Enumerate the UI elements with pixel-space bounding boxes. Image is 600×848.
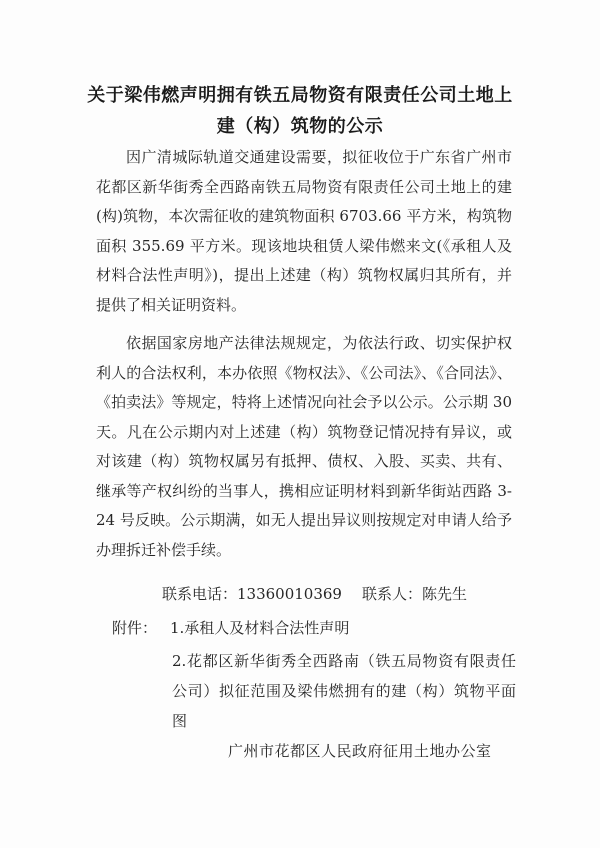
attachment-line-1 bbox=[112, 618, 349, 638]
contact-person: 联系人：陈先生 bbox=[361, 585, 467, 603]
title-line-1: 关于梁伟燃声明拥有铁五局物资有限责任公司土地上 bbox=[87, 85, 513, 106]
contact-phone: 联系电话：13360010369 bbox=[162, 585, 342, 603]
contact-line bbox=[162, 584, 467, 604]
paragraph-1: 因广清城际轨道交通建设需要，拟征收位于广东省广州市花都区新华街秀全西路南铁五局物资有限责任公司土地上的建(构)筑物，本次需征收的建筑物面积 6703.66 平方米，构筑物面积 355.69 平方米。现该地块租赁人梁伟燃来文(《承租人及材料合法性声明》)，提出上述建（构）筑物权属归其所有，并提供了相关证明资料。 bbox=[96, 148, 512, 314]
attachment-label: 附件： bbox=[112, 619, 158, 637]
title-line-2: 建（构）筑物的公示 bbox=[216, 116, 384, 137]
document-title bbox=[60, 80, 540, 142]
attachment-item-2: 2.花都区新华街秀全西路南（铁五局物资有限责任公司）拟征范围及梁伟燃拥有的建（构）筑物平面图 bbox=[172, 652, 516, 730]
paragraph-2: 依据国家房地产法律法规规定，为依法行政、切实保护权利人的合法权利，本办依照《物权法》、《公司法》、《合同法》、《拍卖法》等规定，特将上述情况向社会予以公示。公示期 30 天。凡在公示期内对上述建（构）筑物登记情况持有异议，或对该建（构）筑物权属另有抵押、债权、入股、买卖、共有、继承等产权纠纷的当事人，携相应证明材料到新华街站西路 3-24 号反映。公示期满，如无人提出异议则按规定对申请人给予办理拆迁补偿手续。 bbox=[96, 334, 512, 559]
signature-issuer: 广州市花都区人民政府征用土地办公室 bbox=[228, 742, 492, 760]
attachment-item-1: 1.承租人及材料合法性声明 bbox=[170, 619, 350, 637]
